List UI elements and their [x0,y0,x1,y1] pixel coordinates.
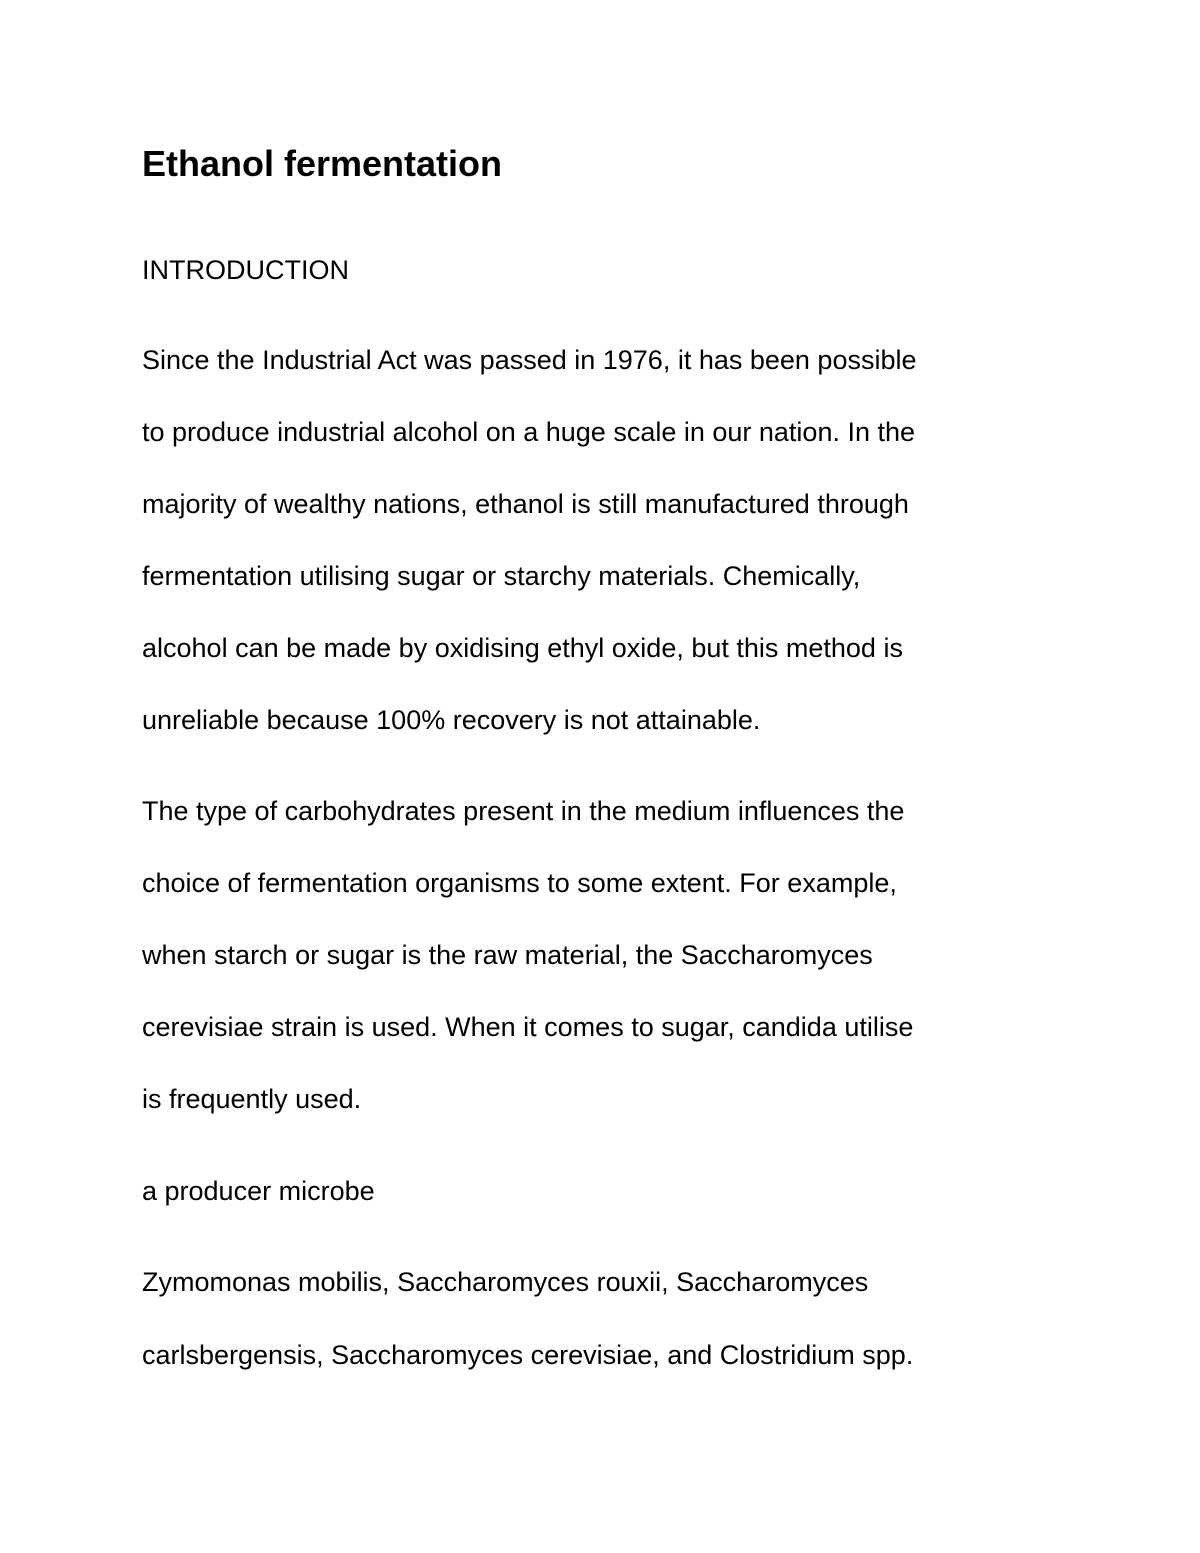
paragraph-2-line-4: cerevisiae strain is used. When it comes to sugar, candida utilise [142,1012,914,1042]
paragraph-1-line-1: Since the Industrial Act was passed in 1976, it has been possible [142,345,917,375]
document-title: Ethanol fermentation [142,143,503,184]
paragraph-1-line-5: alcohol can be made by oxidising ethyl oxide, but this method is [142,633,903,663]
paragraph-2-line-2: choice of fermentation organisms to some extent. For example, [142,868,897,898]
section-heading: INTRODUCTION [142,255,349,285]
paragraph-2-line-3: when starch or sugar is the raw material, the Saccharomyces [142,940,873,970]
paragraph-1-line-4: fermentation utilising sugar or starchy materials. Chemically, [142,561,861,591]
paragraph-2-line-5: is frequently used. [142,1084,362,1114]
paragraph-3-line-1: Zymomonas mobilis, Saccharomyces rouxii, Saccharomyces [142,1267,869,1297]
paragraph-1-line-6: unreliable because 100% recovery is not attainable. [142,705,761,735]
paragraph-2-line-1: The type of carbohydrates present in the medium influences the [142,796,905,826]
subheading-producer-microbe: a producer microbe [142,1176,375,1206]
paragraph-3-line-2: carlsbergensis, Saccharomyces cerevisiae, and Clostridium spp. [142,1340,914,1370]
paragraph-1-line-3: majority of wealthy nations, ethanol is still manufactured through [142,489,909,519]
paragraph-1-line-2: to produce industrial alcohol on a huge scale in our nation. In the [142,417,916,447]
